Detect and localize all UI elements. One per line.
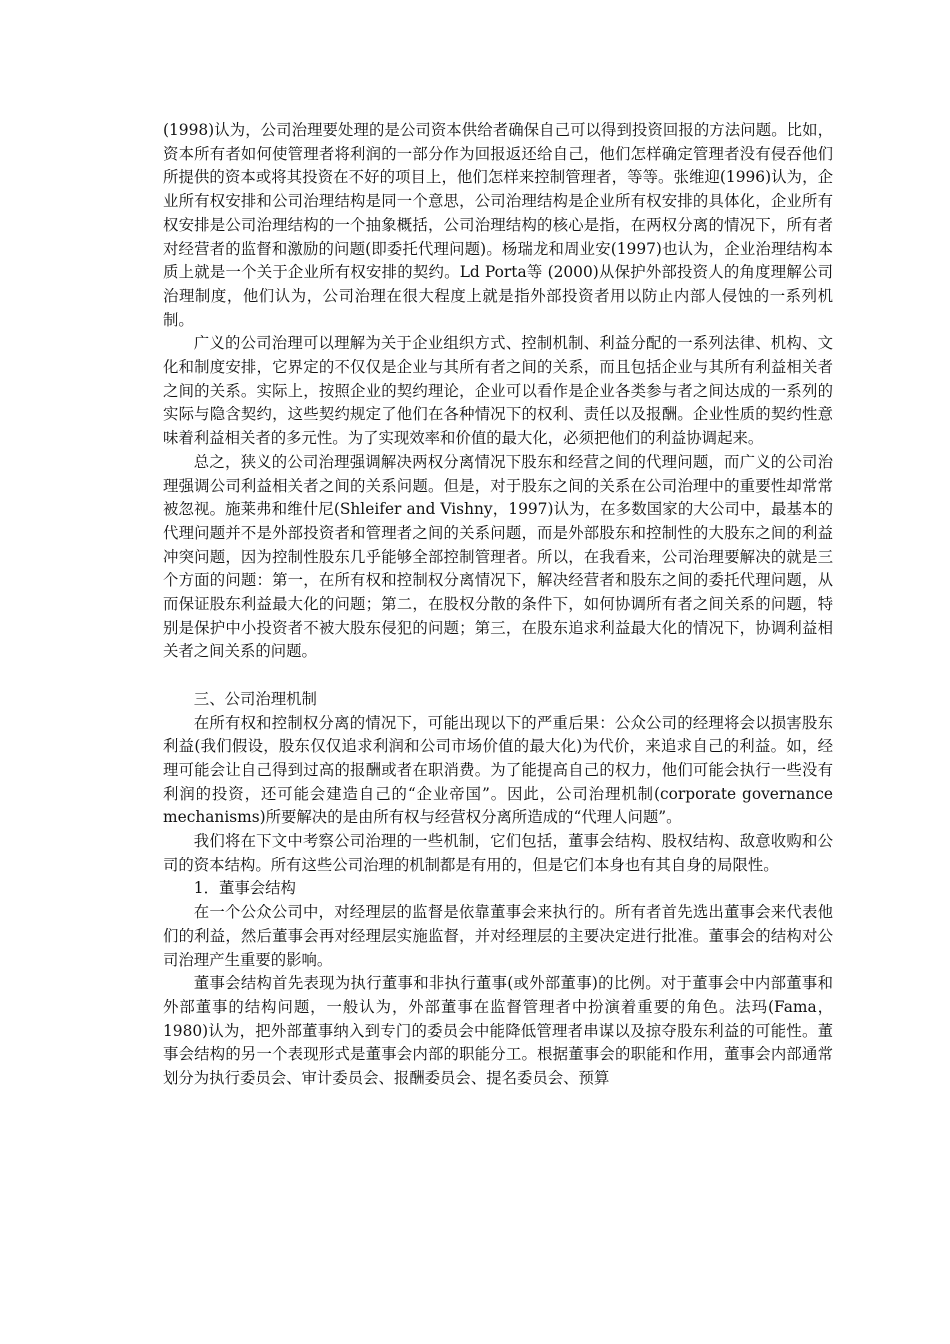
paragraph-board-composition: 董事会结构首先表现为执行董事和非执行董事(或外部董事)的比例。对于董事会中内部董事和外部董事的结构问题，一般认为，外部董事在监督管理者中扮演着重要的角色。法玛(Fama，1980)认为，把外部董事纳入到专门的委员会中能降低管理者串谋以及掠夺股东利益的可能性。董事会结构的另一个表现形式是董事会内部的职能分工。根据董事会的职能和作用，董事会内部通常划分为执行委员会、审计委员会、报酬委员会、提名委员会、预算 <box>163 974 833 1088</box>
paragraph-broad-governance: 广义的公司治理可以理解为关于企业组织方式、控制机制、利益分配的一系列法律、机构、文化和制度安排，它界定的不仅仅是企业与其所有者之间的关系，而且包括企业与其所有利益相关者之间的关系。实际上，按照企业的契约理论，企业可以看作是企业各类参与者之间达成的一系列的实际与隐含契约，这些契约规定了他们在各种情况下的权利、责任以及报酬。企业性质的契约性意味着利益相关者的多元性。为了实现效率和价值的最大化，必须把他们的利益协调起来。 <box>163 334 833 448</box>
paragraph-summary: 总之，狭义的公司治理强调解决两权分离情况下股东和经营之间的代理问题，而广义的公司治理强调公司利益相关者之间的关系问题。但是，对于股东之间的关系在公司治理中的重要性却常常被忽视。施莱弗和维什尼(Shleifer and Vishny，1997)认为，在多数国家的大公司中，最基本的代理问题并不是外部投资者和管理者之间的关系问题，而是外部股东和控制性的大股东之间的利益冲突问题，因为控制性股东几乎能够全部控制管理者。所以，在我看来，公司治理要解决的就是三个方面的问题：第一，在所有权和控制权分离情况下，解决经营者和股东之间的委托代理问题，从而保证股东利益最大化的问题；第二，在股权分散的条件下，如何协调所有者之间关系的问题，特别是保护中小投资者不被大股东侵犯的问题；第三，在股东追求利益最大化的情况下，协调利益相关者之间关系的问题。 <box>163 452 833 661</box>
paragraph-agency-problem: 在所有权和控制权分离的情况下，可能出现以下的严重后果：公众公司的经理将会以损害股东利益(我们假设，股东仅仅追求利润和公司市场价值的最大化)为代价，来追求自己的利益。如，经理可能会让自己得到过高的报酬或者在职消费。为了能提高自己的权力，他们可能会执行一些没有利润的投资，还可能会建造自己的“企业帝国”。因此，公司治理机制(corporate governance mechanisms)所要解决的是由所有权与经营权分离所造成的“代理人问题”。 <box>163 713 833 827</box>
subheading-board-structure: 1．董事会结构 <box>193 879 296 898</box>
paragraph-definitions-narrow: (1998)认为，公司治理要处理的是公司资本供给者确保自己可以得到投资回报的方法问题。比如，资本所有者如何使管理者将利润的一部分作为回报返还给自己，他们怎样确定管理者没有侵吞他们所提供的资本或将其投资在不好的项目上，他们怎样来控制管理者，等等。张维迎(1996)认为，企业所有权安排和公司治理结构是同一个意思，公司治理结构是企业所有权安排的具体化，企业所有权安排是公司治理结构的一个抽象概括，公司治理结构的核心是指，在两权分离的情况下，所有者对经营者的监督和激励的问题(即委托代理问题)。杨瑞龙和周业安(1997)也认为，企业治理结构本质上就是一个关于企业所有权安排的契约。Ld Porta等 (2000)从保护外部投资人的角度理解公司治理制度，他们认为，公司治理在很大程度上就是指外部投资者用以防止内部人侵蚀的一系列机制。 <box>163 121 833 329</box>
paragraph-board-supervision: 在一个公众公司中，对经理层的监督是依靠董事会来执行的。所有者首先选出董事会来代表他们的利益，然后董事会再对经理层实施监督，并对经理层的主要决定进行批准。董事会的结构对公司治理产生重要的影响。 <box>163 903 833 969</box>
document-page <box>163 119 833 1091</box>
paragraph-mechanisms-overview: 我们将在下文中考察公司治理的一些机制，它们包括，董事会结构、股权结构、敌意收购和公司的资本结构。所有这些公司治理的机制都是有用的，但是它们本身也有其自身的局限性。 <box>163 832 833 874</box>
section-heading-governance-mechanisms: 三、公司治理机制 <box>193 689 317 708</box>
